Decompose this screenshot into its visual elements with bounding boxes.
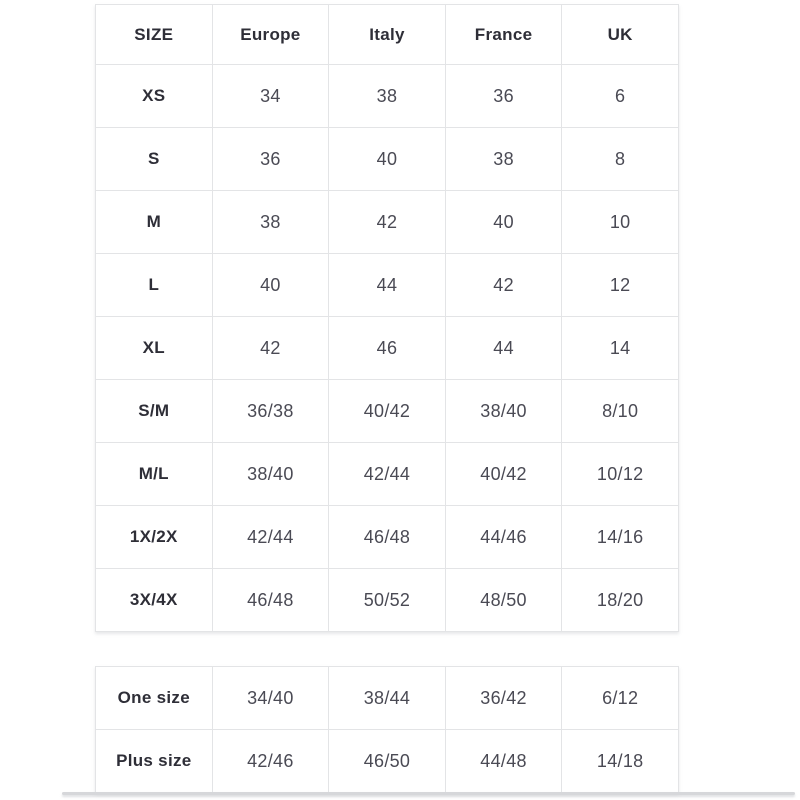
france-value: 44/48	[445, 730, 562, 793]
size-label: XL	[96, 317, 213, 380]
size-conversion-table	[95, 4, 679, 632]
size-row-xl	[96, 317, 679, 380]
france-value: 38	[445, 128, 562, 191]
italy-value: 46/50	[329, 730, 446, 793]
france-value: 36	[445, 65, 562, 128]
size-row-plus-size	[96, 730, 679, 793]
column-header-europe: Europe	[212, 5, 329, 65]
size-label: One size	[96, 667, 213, 730]
header-row	[96, 5, 679, 65]
size-label: S/M	[96, 380, 213, 443]
europe-value: 34/40	[212, 667, 329, 730]
size-row-m	[96, 191, 679, 254]
size-row-xs	[96, 65, 679, 128]
uk-value: 14	[562, 317, 679, 380]
size-row-s	[96, 128, 679, 191]
uk-value: 10/12	[562, 443, 679, 506]
uk-value: 14/16	[562, 506, 679, 569]
size-row-3x4x	[96, 569, 679, 632]
europe-value: 42/44	[212, 506, 329, 569]
italy-value: 40	[329, 128, 446, 191]
size-label: M/L	[96, 443, 213, 506]
europe-value: 38/40	[212, 443, 329, 506]
column-header-italy: Italy	[329, 5, 446, 65]
france-value: 40/42	[445, 443, 562, 506]
france-value: 44/46	[445, 506, 562, 569]
italy-value: 40/42	[329, 380, 446, 443]
uk-value: 10	[562, 191, 679, 254]
france-value: 42	[445, 254, 562, 317]
uk-value: 12	[562, 254, 679, 317]
italy-value: 38/44	[329, 667, 446, 730]
size-row-1x2x	[96, 506, 679, 569]
size-label: S	[96, 128, 213, 191]
france-value: 44	[445, 317, 562, 380]
italy-value: 38	[329, 65, 446, 128]
column-header-uk: UK	[562, 5, 679, 65]
size-row-sm	[96, 380, 679, 443]
europe-value: 36/38	[212, 380, 329, 443]
uk-value: 18/20	[562, 569, 679, 632]
europe-value: 42/46	[212, 730, 329, 793]
size-label: 1X/2X	[96, 506, 213, 569]
europe-value: 36	[212, 128, 329, 191]
uk-value: 6/12	[562, 667, 679, 730]
italy-value: 50/52	[329, 569, 446, 632]
column-header-france: France	[445, 5, 562, 65]
size-label: 3X/4X	[96, 569, 213, 632]
uk-value: 6	[562, 65, 679, 128]
italy-value: 42	[329, 191, 446, 254]
italy-value: 44	[329, 254, 446, 317]
size-label: L	[96, 254, 213, 317]
size-row-one-size	[96, 667, 679, 730]
france-value: 40	[445, 191, 562, 254]
france-value: 38/40	[445, 380, 562, 443]
france-value: 48/50	[445, 569, 562, 632]
italy-value: 42/44	[329, 443, 446, 506]
column-header-size: SIZE	[96, 5, 213, 65]
europe-value: 38	[212, 191, 329, 254]
europe-value: 40	[212, 254, 329, 317]
uk-value: 8/10	[562, 380, 679, 443]
uk-value: 8	[562, 128, 679, 191]
europe-value: 42	[212, 317, 329, 380]
size-label: M	[96, 191, 213, 254]
size-label: XS	[96, 65, 213, 128]
size-row-ml	[96, 443, 679, 506]
europe-value: 46/48	[212, 569, 329, 632]
france-value: 36/42	[445, 667, 562, 730]
italy-value: 46	[329, 317, 446, 380]
uk-value: 14/18	[562, 730, 679, 793]
europe-value: 34	[212, 65, 329, 128]
special-sizes-table	[95, 666, 679, 793]
table-header	[96, 5, 679, 65]
italy-value: 46/48	[329, 506, 446, 569]
size-row-l	[96, 254, 679, 317]
bottom-divider	[62, 792, 795, 795]
size-label: Plus size	[96, 730, 213, 793]
